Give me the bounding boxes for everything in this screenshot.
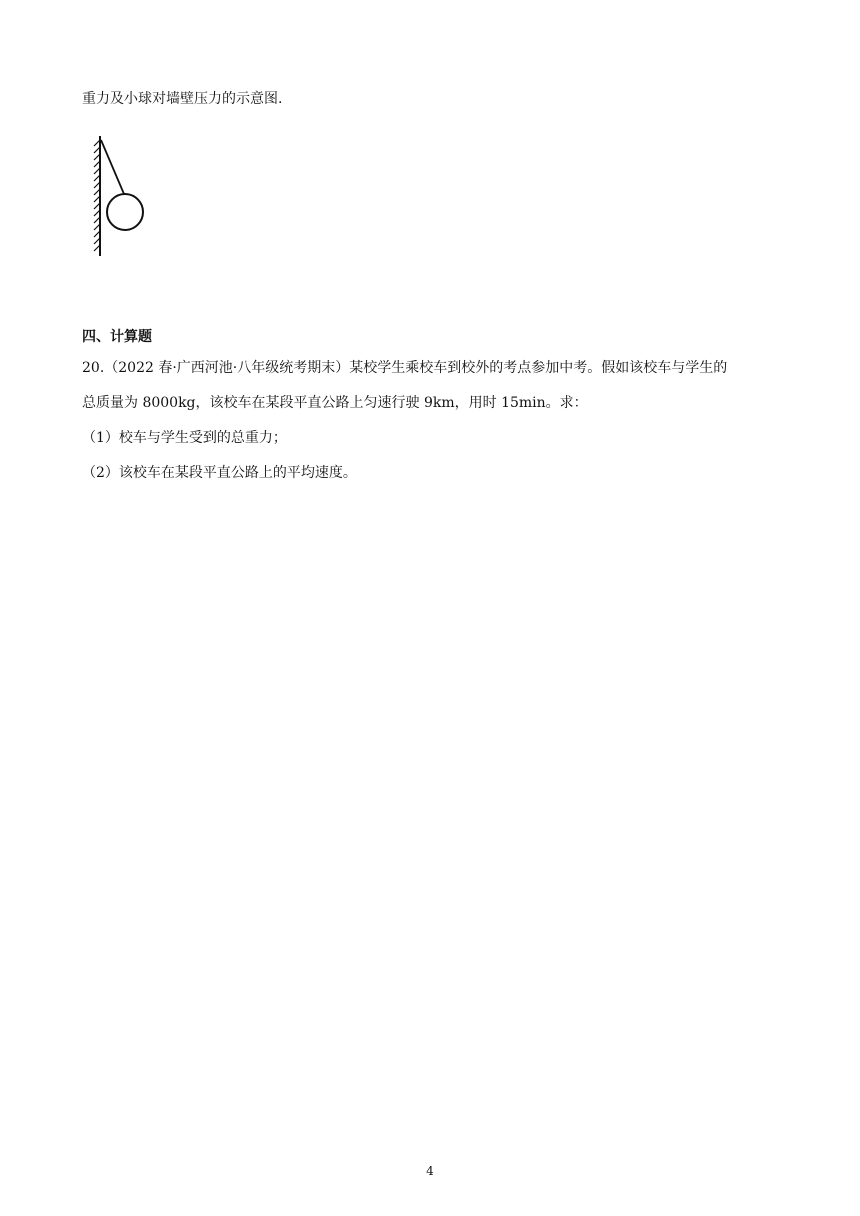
sub-question-2: （2）该校车在某段平直公路上的平均速度。 (82, 465, 357, 481)
section-heading: 四、计算题 (82, 329, 152, 345)
ball-hanging-on-wall-figure (88, 132, 150, 260)
string (101, 140, 124, 194)
sub-question-1: （1）校车与学生受到的总重力； (82, 430, 287, 446)
ball (107, 194, 143, 230)
wall-hatching (94, 136, 100, 256)
question-line-1: 20.（2022 春·广西河池·八年级统考期末）某校学生乘校车到校外的考点参加中考。假如该校车与学生的 (82, 360, 728, 376)
question-line-2: 总质量为 8000kg，该校车在某段平直公路上匀速行驶 9km，用时 15min。求： (82, 395, 588, 411)
page-number: 4 (426, 1164, 434, 1178)
intro-text: 重力及小球对墙壁压力的示意图. (82, 91, 283, 107)
